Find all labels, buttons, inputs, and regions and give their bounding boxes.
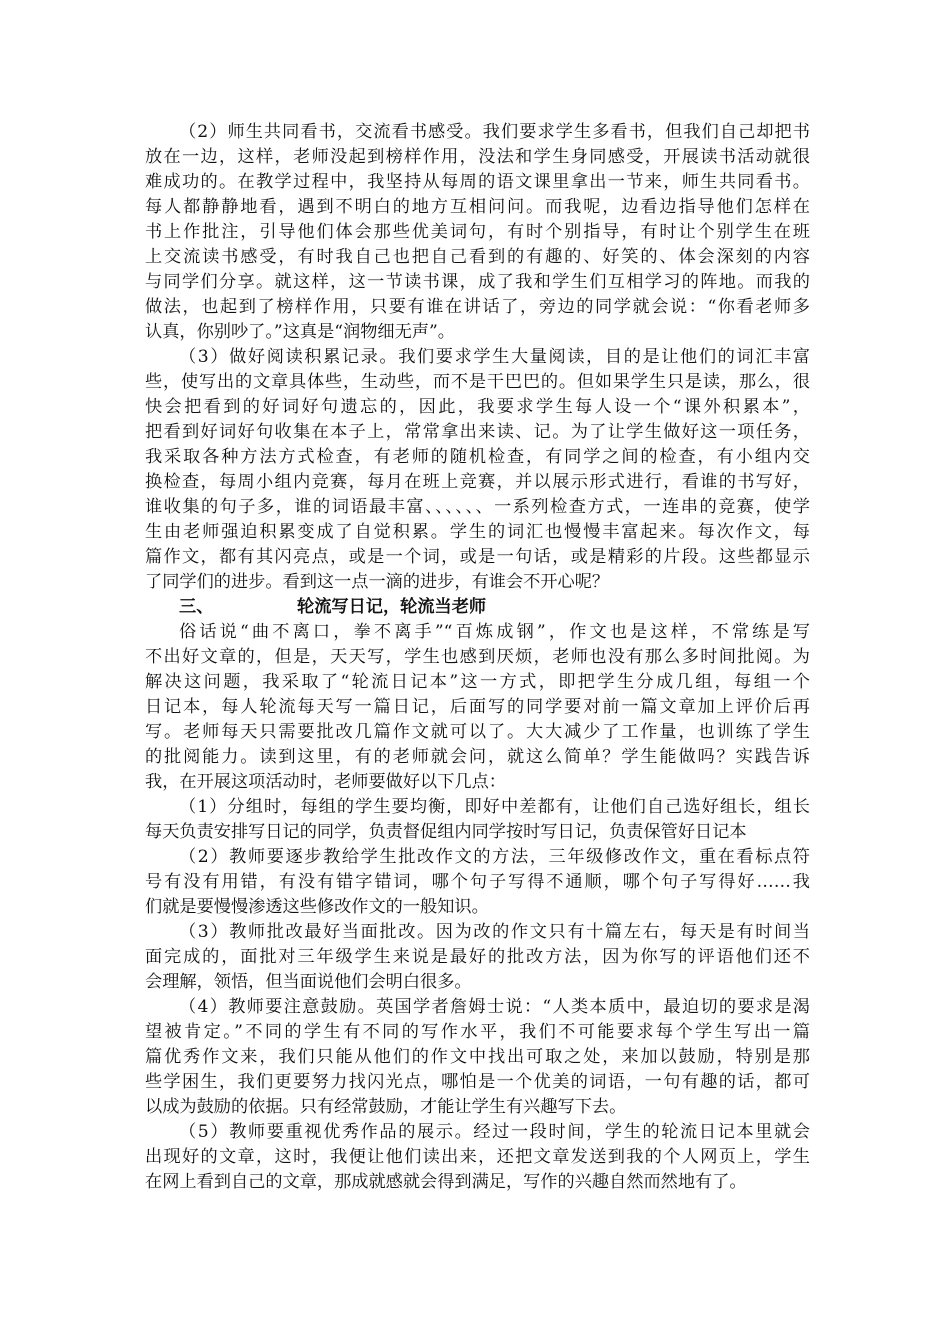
section-title: 轮流写日记，轮流当老师 [297, 597, 487, 617]
text-line: 篇作文，都有其闪亮点，或是一个词，或是一句话，或是精彩的片段。这些都显示 [145, 547, 810, 567]
paragraph-diary-intro [145, 620, 810, 795]
text-line: 我，在开展这项活动时，老师要做好以下几点： [145, 772, 506, 792]
paragraph-reading-together [145, 120, 810, 345]
text-line: 我采取各种方法方式检查，有老师的随机检查，有同学之间的检查，有小组内交 [145, 447, 810, 467]
text-line: 放在一边，这样，老师没起到榜样作用，没法和学生身同感受，开展读书活动就很 [145, 147, 810, 167]
text-line: 些，使写出的文章具体些，生动些，而不是干巴巴的。但如果学生只是读，那么，很 [145, 372, 810, 392]
paragraph-reading-records [145, 345, 810, 595]
text-line: （1）分组时，每组的学生要均衡，即好中差都有，让他们自己选好组长，组长 [179, 797, 810, 817]
text-line: 与同学们分享。就这样，这一节读书课，成了我和学生们互相学习的阵地。而我的 [145, 272, 810, 292]
text-line: 把看到好词好句收集在本子上，常常拿出来读、记。为了让学生做好这一项任务， [145, 422, 810, 442]
text-line: 面完成的，面批对三年级学生来说是最好的批改方法，因为你写的评语他们还不 [145, 947, 810, 967]
paragraph-showcase [145, 1120, 810, 1195]
text-line: 每天负责安排写日记的同学，负责督促组内同学按时写日记，负责保管好日记本 [145, 822, 747, 842]
text-line: （2）教师要逐步教给学生批改作文的方法，三年级修改作文，重在看标点符 [179, 847, 810, 867]
text-line: 号有没有用错，有没有错字错词，哪个句子写得不通顺，哪个句子写得好……我 [145, 872, 810, 892]
text-line: （3）教师批改最好当面批改。因为改的作文只有十篇左右，每天是有时间当 [179, 922, 810, 942]
text-line: 篇优秀作文来，我们只能从他们的作文中找出可取之处，来加以鼓励，特别是那 [145, 1047, 810, 1067]
text-line: （2）师生共同看书，交流看书感受。我们要求学生多看书，但我们自己却把书 [179, 122, 810, 142]
section-number: 三、 [179, 597, 214, 617]
text-line: （3）做好阅读积累记录。我们要求学生大量阅读，目的是让他们的词汇丰富 [179, 347, 810, 367]
text-line: 俗话说“曲不离口，拳不离手”“百炼成钢”，作文也是这样，不常练是写 [179, 622, 810, 642]
text-line: 的批阅能力。读到这里，有的老师就会问，就这么简单？学生能做吗？实践告诉 [145, 747, 810, 767]
paragraph-face-to-face [145, 920, 810, 995]
text-line: 上交流读书感受，有时我自己也把自己看到的有趣的、好笑的、体会深刻的内容 [145, 247, 810, 267]
section-heading [145, 595, 810, 620]
text-line: 每人都静静地看，遇到不明白的地方互相问问。而我呢，边看边指导他们怎样在 [145, 197, 810, 217]
paragraph-encouragement [145, 995, 810, 1120]
text-line: 以成为鼓励的依据。只有经常鼓励，才能让学生有兴趣写下去。 [145, 1097, 627, 1117]
text-line: （4）教师要注意鼓励。英国学者詹姆士说：“人类本质中，最迫切的要求是渴 [179, 997, 810, 1017]
text-line: 解决这问题，我采取了“轮流日记本”这一方式，即把学生分成几组，每组一个 [145, 672, 810, 692]
text-line: （5）教师要重视优秀作品的展示。经过一段时间，学生的轮流日记本里就会 [179, 1122, 810, 1142]
text-line: 望被肯定。”不同的学生有不同的写作水平，我们不可能要求每个学生写出一篇 [145, 1022, 810, 1042]
text-line: 会理解，领悟，但当面说他们会明白很多。 [145, 972, 472, 992]
text-line: 换检查，每周小组内竞赛，每月在班上竞赛，并以展示形式进行，看谁的书写好， [145, 472, 810, 492]
text-line: 出现好的文章，这时，我便让他们读出来，还把文章发送到我的个人网页上，学生 [145, 1147, 810, 1167]
text-line: 做法，也起到了榜样作用，只要有谁在讲话了，旁边的同学就会说：“你看老师多 [145, 297, 810, 317]
text-line: 谁收集的句子多，谁的词语最丰富、、、、、、一系列检查方式，一连串的竞赛，使学 [145, 497, 810, 517]
text-line: 们就是要慢慢渗透这些修改作文的一般知识。 [145, 897, 489, 917]
text-line: 认真，你别吵了。”这真是“润物细无声”。 [145, 322, 455, 342]
text-line: 书上作批注，引导他们体会那些优美词句，有时个别指导，有时让个别学生在班 [145, 222, 810, 242]
text-line: 难成功的。在教学过程中，我坚持从每周的语文课里拿出一节来，师生共同看书。 [145, 172, 810, 192]
text-line: 快会把看到的好词好句遗忘的，因此，我要求学生每人设一个“课外积累本”， [145, 397, 810, 417]
paragraph-grouping [145, 795, 810, 845]
text-line: 了同学们的进步。看到这一点一滴的进步，有谁会不开心呢？ [145, 572, 610, 592]
text-line: 写。老师每天只需要批改几篇作文就可以了。大大减少了工作量，也训练了学生 [145, 722, 810, 742]
text-line: 在网上看到自己的文章，那成就感就会得到满足，写作的兴趣自然而然地有了。 [145, 1172, 747, 1192]
text-line: 日记本，每人轮流每天写一篇日记，后面写的同学要对前一篇文章加上评价后再 [145, 697, 810, 717]
text-line: 生由老师强迫积累变成了自觉积累。学生的词汇也慢慢丰富起来。每次作文，每 [145, 522, 810, 542]
text-line: 些学困生，我们更要努力找闪光点，哪怕是一个优美的词语，一句有趣的话，都可 [145, 1072, 810, 1092]
paragraph-correction-method [145, 845, 810, 920]
text-line: 不出好文章的，但是，天天写，学生也感到厌烦，老师也没有那么多时间批阅。为 [145, 647, 810, 667]
document-body [145, 120, 810, 1195]
